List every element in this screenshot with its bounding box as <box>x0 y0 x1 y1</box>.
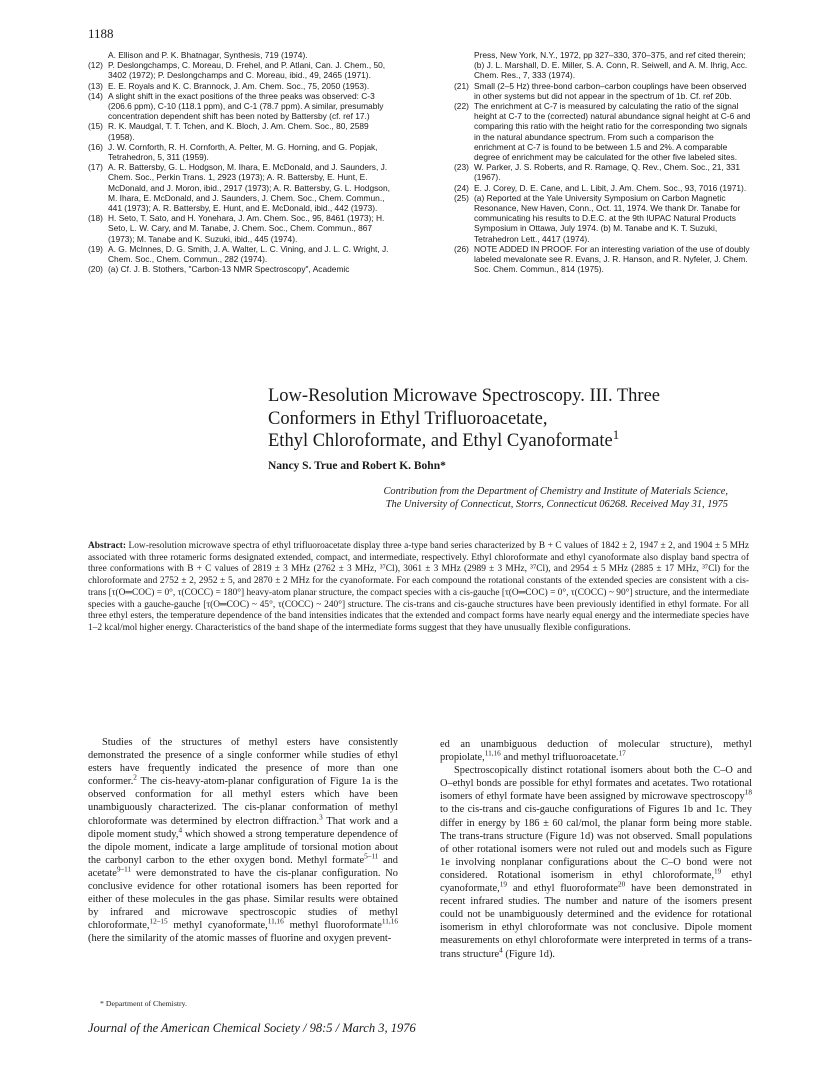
reference-text: J. W. Cornforth, R. H. Cornforth, A. Pelter, M. G. Horning, and G. Popjak, Tetrahedron, 5, 311 (1959). <box>108 141 378 163</box>
body-text: and acetate <box>88 854 398 879</box>
reference-text: W. Parker, J. S. Roberts, and R. Ramage, Q. Rev., Chem. Soc., 21, 331 (1967). <box>474 162 741 183</box>
body-text: (here the similarity of the atomic masses of fluorine and oxygen prevent- <box>88 933 392 945</box>
reference-text: E. E. Royals and K. C. Brannock, J. Am. Chem. Soc., 75, 2050 (1953). <box>108 80 370 91</box>
body-right-column <box>440 738 752 961</box>
reference-item <box>88 81 394 91</box>
body-paragraph <box>440 738 752 764</box>
authors: Nancy S. True and Robert K. Bohn* <box>268 460 446 472</box>
reference-item <box>88 121 394 141</box>
reference-number: (17) <box>88 162 103 173</box>
reference-item <box>88 264 394 274</box>
title-line-2: Conformers in Ethyl Trifluoroacetate, <box>268 408 548 429</box>
reference-text: H. Seto, T. Sato, and H. Yonehara, J. Am. Chem. Soc., 95, 8461 (1973); H. Seto, L. W. Cary, and M. Tanabe, J. Chem. Soc., Chem. Commun., 867 (1973); M. Tanabe and K. Suzuki, ibid., 445 (1974). <box>108 213 385 244</box>
body-text: and ethyl fluoroformate <box>506 883 619 895</box>
reference-text: NOTE ADDED IN PROOF. For an interesting variation of the use of doubly labeled mevalonate see R. Evans, J. R. Hanson, and R. Nyfeler, J. Chem. Soc. Chem. Commun., 814 (1975). <box>474 243 750 275</box>
reference-text: A. R. Battersby, G. L. Hodgson, M. Ihara, E. McDonald, and J. Saunders, J. Chem. Soc., Perkin Trans. 1, 2923 (1973); A. R. Battersby, E. Hunt, E. McDonald, and J. Moron, ibid., 2917 (1973); A. R. Battersby, G. L. Hodgson, M. Ihara, E. McDonald, and J. Saunders, J. Chem. Soc., Chem. Commun., 441 (1973); A. R. Battersby, E. Hunt, and E. McDonald, ibid., 442 (1973). <box>108 162 390 214</box>
reference-text: P. Deslongchamps, C. Moreau, D. Frehel, and P. Atlani, Can. J. Chem., 50, 3402 (1972); P. Deslongchamps and C. Moreau, ibid., 49, 2465 (1971). <box>108 60 386 81</box>
reference-number: (13) <box>88 80 103 91</box>
body-text: which showed a strong temperature dependence of the dipole moment, indicate a large amplitude of torsional motion about the carbonyl carbon to the ether oxygen bond. Methyl formate <box>88 828 398 866</box>
abstract-label: Abstract: <box>88 541 127 551</box>
reference-item <box>88 50 394 60</box>
reference-number: (22) <box>454 101 469 112</box>
reference-number: (14) <box>88 90 103 101</box>
reference-item <box>454 244 752 275</box>
title-line-3 <box>268 426 738 453</box>
reference-item <box>454 81 752 101</box>
body-text: Spectroscopically distinct rotational isomers about both the C–O and O–ethyl bonds are possible for ethyl formates and acetates. Two rotational isomers of ethyl formate have been assigned by microwave spectroscopy <box>440 765 752 803</box>
citation-mark: 18 <box>744 788 752 797</box>
citation-mark: 11,16 <box>484 749 501 758</box>
reference-text: A. G. McInnes, D. G. Smith, J. A. Walter, L. C. Vining, and J. L. C. Wright, J. Chem. Soc., Chem. Commun., 282 (1974). <box>108 243 389 265</box>
citation-mark: 4 <box>178 826 183 835</box>
page-number: 1188 <box>88 26 114 41</box>
reference-number: (19) <box>88 243 103 254</box>
reference-text: A slight shift in the exact positions of the three peaks was observed: C-3 (206.6 ppm), C-10 (118.1 ppm), and C-1 (78.7 ppm). A similar, presumably concentration dependent shift has been noted by Battersby (cf. ref 17.) <box>108 90 384 122</box>
citation-mark: 5–11 <box>364 852 379 861</box>
body-text: methyl cyanoformate, <box>167 920 268 932</box>
body-text: Studies of the structures of methyl esters have consistently demonstrated the presence of a single conformer while studies of ethyl esters have frequently indicated the presence of more than one conformer. <box>88 737 398 788</box>
reference-number: (18) <box>88 213 103 224</box>
body-text: were demonstrated to have the cis-planar configuration. No conclusive evidence for other rotational isomers has been reported for either of these molecules in the gas phase. Similar results were obtained by infrared and microwave spectroscopic studies of methyl chloroformate, <box>88 867 398 932</box>
citation-mark: 12–15 <box>149 917 168 926</box>
reference-item <box>88 91 394 122</box>
abstract-text: Low-resolution microwave spectra of ethyl trifluoroacetate display three a-type band series characterized by B + C values of 1842 ± 2, 1947 ± 2, and 1904 ± 5 MHz associated with three rotameric forms designated extended, compact, and intermediate, respectively. Ethyl chloroformate and ethyl cyanoformate also display band spectra of three conformations with B + C values of 2819 ± 3 MHz (2762 ± 3 MHz, ³⁷Cl), 3061 ± 3 MHz (2989 ± 3 MHz, ³⁷Cl), and 2954 ± 5 MHz (2885 ± 17 MHz, ³⁷Cl) for the chloroformate and 2752 ± 2, 2952 ± 5, and 2870 ± 2 MHz for the cyanoformate. For each compound the rotational constants of the extended species are consistent with a cis-trans [τ(O═COC) = 0°, τ(COCC) = 180°] heavy-atom planar structure, the compact species with a cis-gauche [τ(O═COC) = 0°, τ(COCC) ~ 90°] structure, and the intermediate species with a gauche-gauche [τ(O═COC) ~ 45°, τ(COCC) ~ 240°] structure. The cis-trans and cis-gauche structures have been previously identified in ethyl formate. For all three ethyl esters, the temperature dependence of the band intensities indicates that the extended and compact forms have nearly equal energy and the intermediate species have 1–2 kcal/mol higher energy. Characteristics of the band shape of the intermediate forms suggest that they have unusually flexible configurations. <box>88 541 749 633</box>
reference-number: (24) <box>454 182 469 193</box>
reference-item <box>454 162 752 182</box>
affiliation-line-2: The University of Connecticut, Storrs, Connecticut 06268. Received May 31, 1975 <box>385 499 728 511</box>
body-paragraph <box>440 764 752 960</box>
references-right-column <box>454 50 752 274</box>
title-footnote-mark: 1 <box>612 426 620 442</box>
author-footnote: * Department of Chemistry. <box>100 999 187 1008</box>
reference-number: (26) <box>454 243 469 254</box>
reference-text: R. K. Maudgal, T. T. Tchen, and K. Bloch, J. Am. Chem. Soc., 80, 2589 (1958). <box>108 121 369 142</box>
body-text: That work and a dipole moment study, <box>88 815 398 840</box>
reference-number: (25) <box>454 192 469 203</box>
reference-text: Small (2–5 Hz) three-bond carbon–carbon couplings have been observed in other systems but did not appear in the spectrum of 1b. Cf. ref 20b. <box>474 80 747 101</box>
abstract <box>88 541 749 635</box>
body-text: methyl fluoroformate <box>283 920 382 932</box>
reference-number: (16) <box>88 141 103 152</box>
citation-mark: 17 <box>618 749 626 758</box>
reference-item <box>88 244 394 264</box>
body-text: and methyl trifluoroacetate. <box>500 752 619 764</box>
citation-mark: 19 <box>714 867 722 876</box>
journal-footer: Journal of the American Chemical Society / 98:5 / March 3, 1976 <box>88 1021 416 1035</box>
affiliation <box>268 485 728 512</box>
body-text: ed an unambiguous deduction of molecular structure), methyl propiolate, <box>440 739 752 764</box>
citation-mark: 4 <box>499 946 503 955</box>
reference-number: (12) <box>88 60 103 71</box>
reference-item <box>88 213 394 244</box>
title-line-3-text: Ethyl Chloroformate, and Ethyl Cyanoformate <box>268 431 613 451</box>
reference-number: (20) <box>88 264 103 275</box>
body-text: ethyl cyanoformate, <box>440 869 752 895</box>
reference-text: (a) Cf. J. B. Stothers, "Carbon-13 NMR Spectroscopy", Academic <box>108 264 350 275</box>
reference-item <box>88 142 394 162</box>
body-text: to the cis-trans and cis-gauche configurations of Figures 1b and 1c. They differ in energy by 186 ± 60 cal/mol, the planar form being more stable. The trans-trans structure (Figure 1d) was not observed. Small populations of other rotational isomers were not ruled out and models such as Figure 1e involving nonplanar configurations about the C–O bond were not considered. Rotational isomerism in ethyl chloroformate, <box>440 804 752 881</box>
affiliation-line-1: Contribution from the Department of Chemistry and Institute of Materials Science, <box>383 486 728 497</box>
reference-text: The enrichment at C-7 is measured by calculating the ratio of the signal height at C-7 to the (corrected) natural abundance signal height at C-6 and comparing this ratio with the height ratio for the corresponding two signals in the natural abundance spectrum. From such a comparison the enrichment at C-7 is found to be between 1.5 and 2%. A comparable degree of enrichment may be calculated for the other five labeled sites. <box>474 101 751 163</box>
reference-number: (15) <box>88 121 103 132</box>
reference-item <box>454 193 752 244</box>
citation-mark: 2 <box>133 773 137 782</box>
reference-item <box>88 162 394 213</box>
reference-item <box>454 50 752 81</box>
body-text: have been demonstrated in recent infrared studies. The number and nature of the isomers present could not be unambiguously determined and the evidence for rotational isomerism in ethyl chloroformate was not conclusive. Dipole moment measurements on ethyl chloroformate were interpreted in terms of a trans-trans structure <box>440 883 752 960</box>
title-line-1: Low-Resolution Microwave Spectroscopy. III. Three <box>268 386 660 406</box>
body-text: (Figure 1d). <box>502 948 556 960</box>
reference-text: (a) Reported at the Yale University Symposium on Carbon Magnetic Resonance, New Haven, Conn., Oct. 11, 1974. We thank Dr. Tanabe for communicating his results to D.E.C. at the 9th IUPAC Natural Products Symposium in Ottawa, July 1974. (b) M. Tanabe and K. T. Suzuki, Tetrahedron Lett., 4417 (1974). <box>474 192 741 244</box>
reference-item <box>454 183 752 193</box>
citation-mark: 20 <box>618 880 626 889</box>
reference-item <box>88 60 394 80</box>
citation-mark: 3 <box>319 813 323 822</box>
citation-mark: 9–11 <box>116 865 132 874</box>
citation-mark: 19 <box>499 880 507 889</box>
citation-mark: 11,16 <box>381 917 398 926</box>
references-left-column <box>88 50 394 274</box>
body-text: The cis-heavy-atom-planar configuration of Figure 1a is the observed conformation for all methyl esters which have been unambiguously characterized. The cis-planar conformation of methyl chloroformate was determined by electron diffraction. <box>88 776 398 827</box>
reference-number: (23) <box>454 162 469 173</box>
article-title <box>268 385 738 453</box>
reference-text: A. Ellison and P. K. Bhatnagar, Synthesis, 719 (1974). <box>108 50 308 60</box>
reference-number: (21) <box>454 80 469 91</box>
reference-text: Press, New York, N.Y., 1972, pp 327–330, 370–375, and ref cited therein; (b) J. L. Marshall, D. E. Miller, S. A. Conn, R. Seiwell, and A. M. Ihrig, Acc. Chem. Res., 7, 333 (1974). <box>474 50 748 81</box>
body-paragraph <box>88 736 398 946</box>
reference-text: E. J. Corey, D. E. Cane, and L. Libit, J. Am. Chem. Soc., 93, 7016 (1971). <box>474 182 747 193</box>
reference-item <box>454 101 752 162</box>
citation-mark: 11,16 <box>267 917 284 926</box>
body-left-column <box>88 736 398 946</box>
